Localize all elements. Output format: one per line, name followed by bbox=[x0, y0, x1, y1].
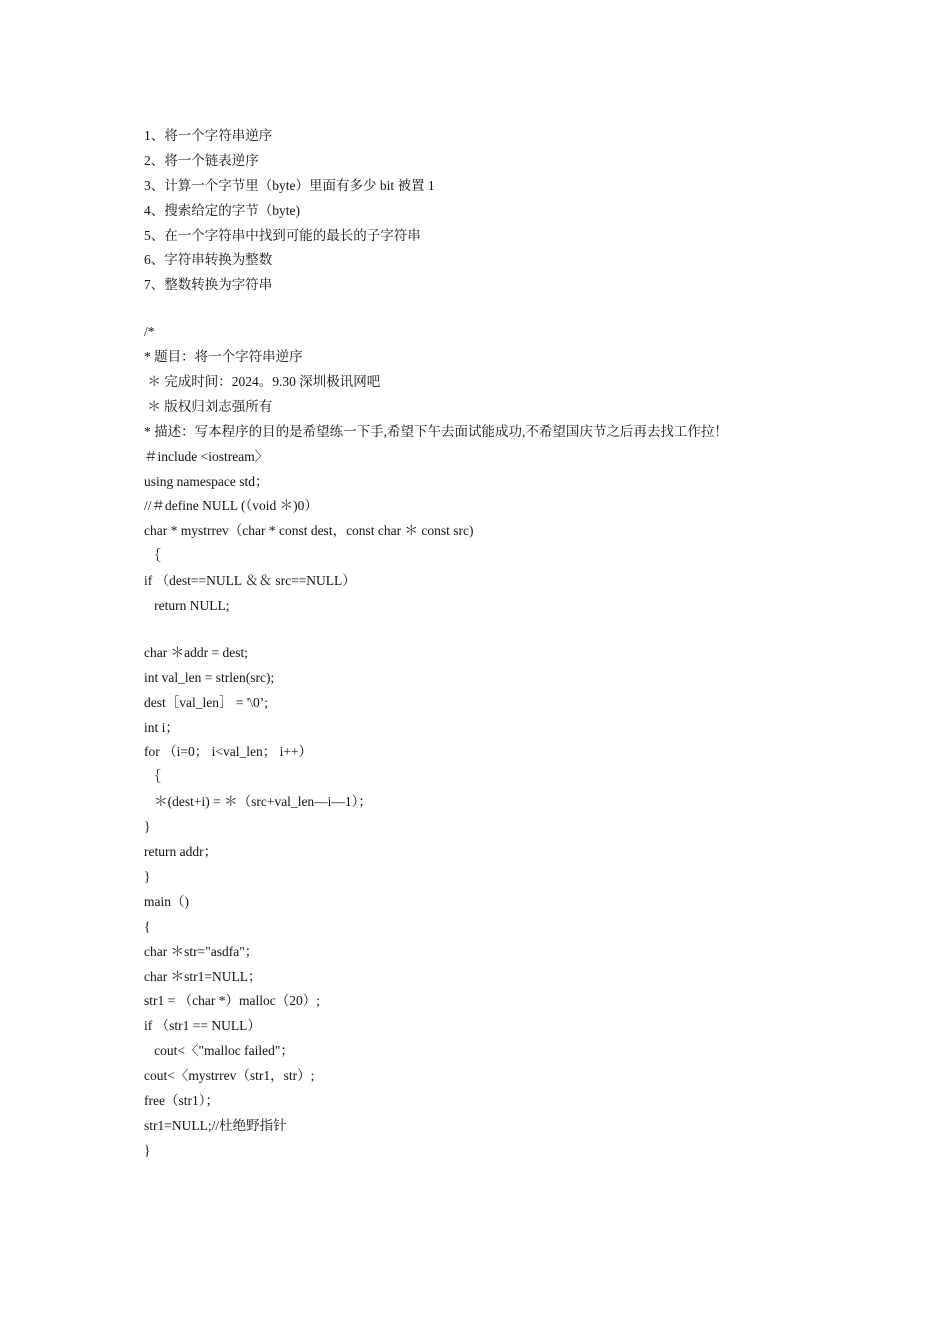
code-line: cout<〈"malloc failed"； bbox=[144, 1043, 294, 1059]
code-line: dest［val_len］ = '\0’; bbox=[144, 694, 269, 710]
code-line: ＃include <iostream〉 bbox=[144, 448, 269, 464]
spacer bbox=[144, 619, 824, 641]
task-list-item: 2、将一个链表逆序 bbox=[144, 152, 259, 168]
code-line: free（str1）； bbox=[144, 1092, 219, 1108]
code-line: main（) bbox=[144, 893, 189, 909]
code-line: * 题目：将一个字符串逆序 bbox=[144, 349, 303, 365]
task-list-item: 3、计算一个字节里（byte）里面有多少 bit 被置 1 bbox=[144, 177, 435, 193]
code-line: } bbox=[144, 819, 151, 835]
code-line: str1 = （char *）malloc（20）; bbox=[144, 993, 320, 1009]
code-line: ＊ 完成时间：2024。9.30 深圳极讯网吧 bbox=[144, 374, 381, 390]
code-line: char ＊str1=NULL； bbox=[144, 968, 262, 984]
code-line: ＊(dest+i) = ＊（src+val_len—i—1）； bbox=[144, 794, 372, 810]
code-line: return NULL; bbox=[144, 598, 230, 614]
code-line: return addr； bbox=[144, 844, 218, 860]
code-line: ＊ 版权归刘志强所有 bbox=[144, 398, 273, 414]
document-content bbox=[144, 124, 824, 1164]
code-line: char * mystrrev（char * const dest，const char ＊ const src) bbox=[144, 523, 474, 539]
task-list-item: 4、搜索给定的字节（byte) bbox=[144, 202, 300, 218]
task-list-item: 5、在一个字符串中找到可能的最长的子字符串 bbox=[144, 227, 421, 243]
code-line: //＃define NULL (（void ＊)0） bbox=[144, 498, 318, 514]
task-list-item: 1、将一个字符串逆序 bbox=[144, 128, 273, 143]
code-line: int i； bbox=[144, 719, 179, 735]
code-line: if （str1 == NULL） bbox=[144, 1018, 261, 1034]
code-line: } bbox=[144, 868, 151, 884]
code-line: ｛ bbox=[144, 769, 161, 785]
code-line: ｛ bbox=[144, 548, 161, 564]
code-line: for （i=0； i<val_len； i++） bbox=[144, 744, 313, 760]
code-line: if （dest==NULL ＆＆ src==NULL） bbox=[144, 573, 356, 589]
code-line: char ＊str="asdfa"； bbox=[144, 943, 259, 959]
code-line: { bbox=[144, 918, 151, 934]
code-line: str1=NULL;//杜绝野指针 bbox=[144, 1117, 287, 1133]
spacer bbox=[144, 298, 824, 320]
code-line: } bbox=[144, 1142, 151, 1158]
code-line: int val_len = strlen(src); bbox=[144, 669, 275, 685]
code-line: cout<〈mystrrev（str1，str）; bbox=[144, 1068, 315, 1084]
code-block-header-and-function bbox=[144, 320, 824, 619]
code-line: char ＊addr = dest; bbox=[144, 644, 248, 660]
task-list-item: 7、整数转换为字符串 bbox=[144, 277, 273, 293]
task-list-item: 6、字符串转换为整数 bbox=[144, 252, 273, 268]
code-line: using namespace std； bbox=[144, 473, 269, 489]
code-line: /* bbox=[144, 324, 155, 340]
code-block-body-and-main bbox=[144, 641, 824, 1164]
task-list bbox=[144, 124, 824, 298]
code-line: * 描述：写本程序的目的是希望练一下手,希望下午去面试能成功,不希望国庆节之后再去找工作拉！ bbox=[144, 423, 728, 439]
